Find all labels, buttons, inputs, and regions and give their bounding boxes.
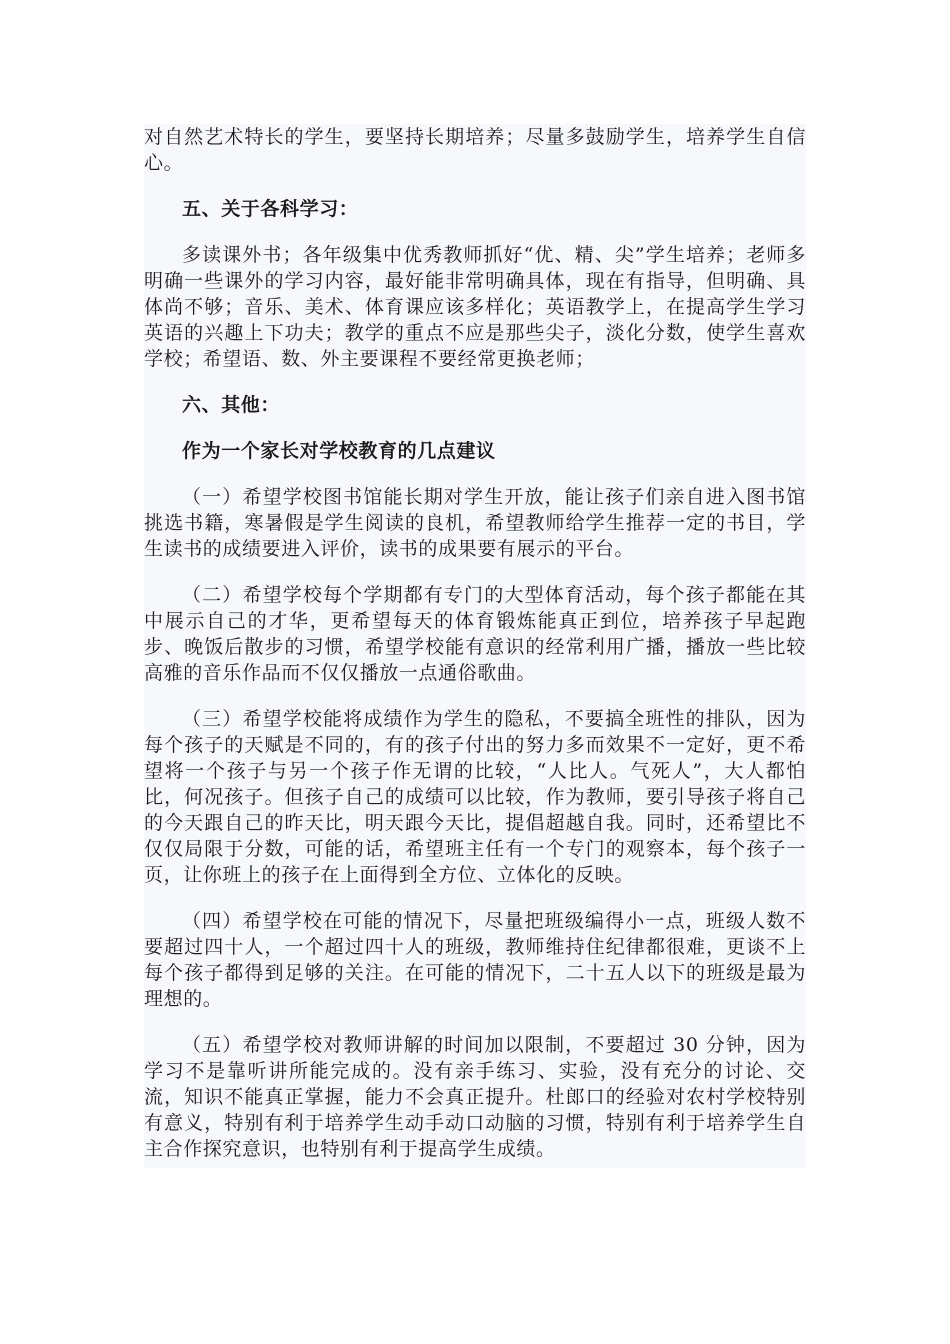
- paragraph-continuation: 对自然艺术特长的学生，要坚持长期培养；尽量多鼓励学生，培养学生自信心。: [144, 126, 806, 174]
- suggestion-paragraph-4: （四）希望学校在可能的情况下，尽量把班级编得小一点，班级人数不要超过四十人，一个超过四十人的班级，教师维持住纪律都很难，更谈不上每个孩子都得到足够的关注。在可能的情况下，二十五人以下的班级是最为理想的。: [144, 910, 806, 1010]
- suggestion-paragraph-1: （一）希望学校图书馆能长期对学生开放，能让孩子们亲自进入图书馆挑选书籍，寒暑假是学生阅读的良机，希望教师给学生推荐一定的书目，学生读书的成绩要进入评价，读书的成果要有展示的平台。: [144, 486, 806, 560]
- document-body: [144, 124, 806, 1168]
- section-heading-6: 六、其他：: [182, 394, 281, 416]
- suggestion-paragraph-2: （二）希望学校每个学期都有专门的大型体育活动，每个孩子都能在其中展示自己的才华，更希望每天的体育锻炼能真正到位，培养孩子早起跑步、晚饭后散步的习惯，希望学校能有意识的经常利用广播，播放一些比较高雅的音乐作品而不仅仅播放一点通俗歌曲。: [144, 584, 806, 684]
- suggestion-paragraph-3: （三）希望学校能将成绩作为学生的隐私，不要搞全班性的排队，因为每个孩子的天赋是不同的，有的孩子付出的努力多而效果不一定好，更不希望将一个孩子与另一个孩子作无谓的比较，“人比人。气死人”，大人都怕比，何况孩子。但孩子自己的成绩可以比较，作为教师，要引导孩子将自己的今天跟自己的昨天比，明天跟今天比，提倡超越自我。同时，还希望比不仅仅局限于分数，可能的话，希望班主任有一个专门的观察本，每个孩子一页，让你班上的孩子在上面得到全方位、立体化的反映。: [144, 708, 806, 886]
- subheading-parent-suggestions: 作为一个家长对学校教育的几点建议: [182, 440, 496, 462]
- suggestion-paragraph-5: （五）希望学校对教师讲解的时间加以限制，不要超过 30 分钟，因为学习不是靠听讲所能完成的。没有亲手练习、实验，没有充分的讨论、交流，知识不能真正掌握，能力不会真正提升。杜郎口的经验对农村学校特别有意义，特别有利于培养学生动手动口动脑的习惯，特别有利于培养学生自主合作探究意识，也特别有利于提高学生成绩。: [144, 1034, 806, 1160]
- paragraph-subject-study: 多读课外书；各年级集中优秀教师抓好“优、精、尖”学生培养；老师多明确一些课外的学习内容，最好能非常明确具体，现在有指导，但明确、具体尚不够；音乐、美术、体育课应该多样化；英语教学上，在提高学生学习英语的兴趣上下功夫；教学的重点不应是那些尖子，淡化分数，使学生喜欢学校；希望语、数、外主要课程不要经常更换老师；: [144, 244, 806, 370]
- section-heading-5: 五、关于各科学习：: [182, 198, 359, 220]
